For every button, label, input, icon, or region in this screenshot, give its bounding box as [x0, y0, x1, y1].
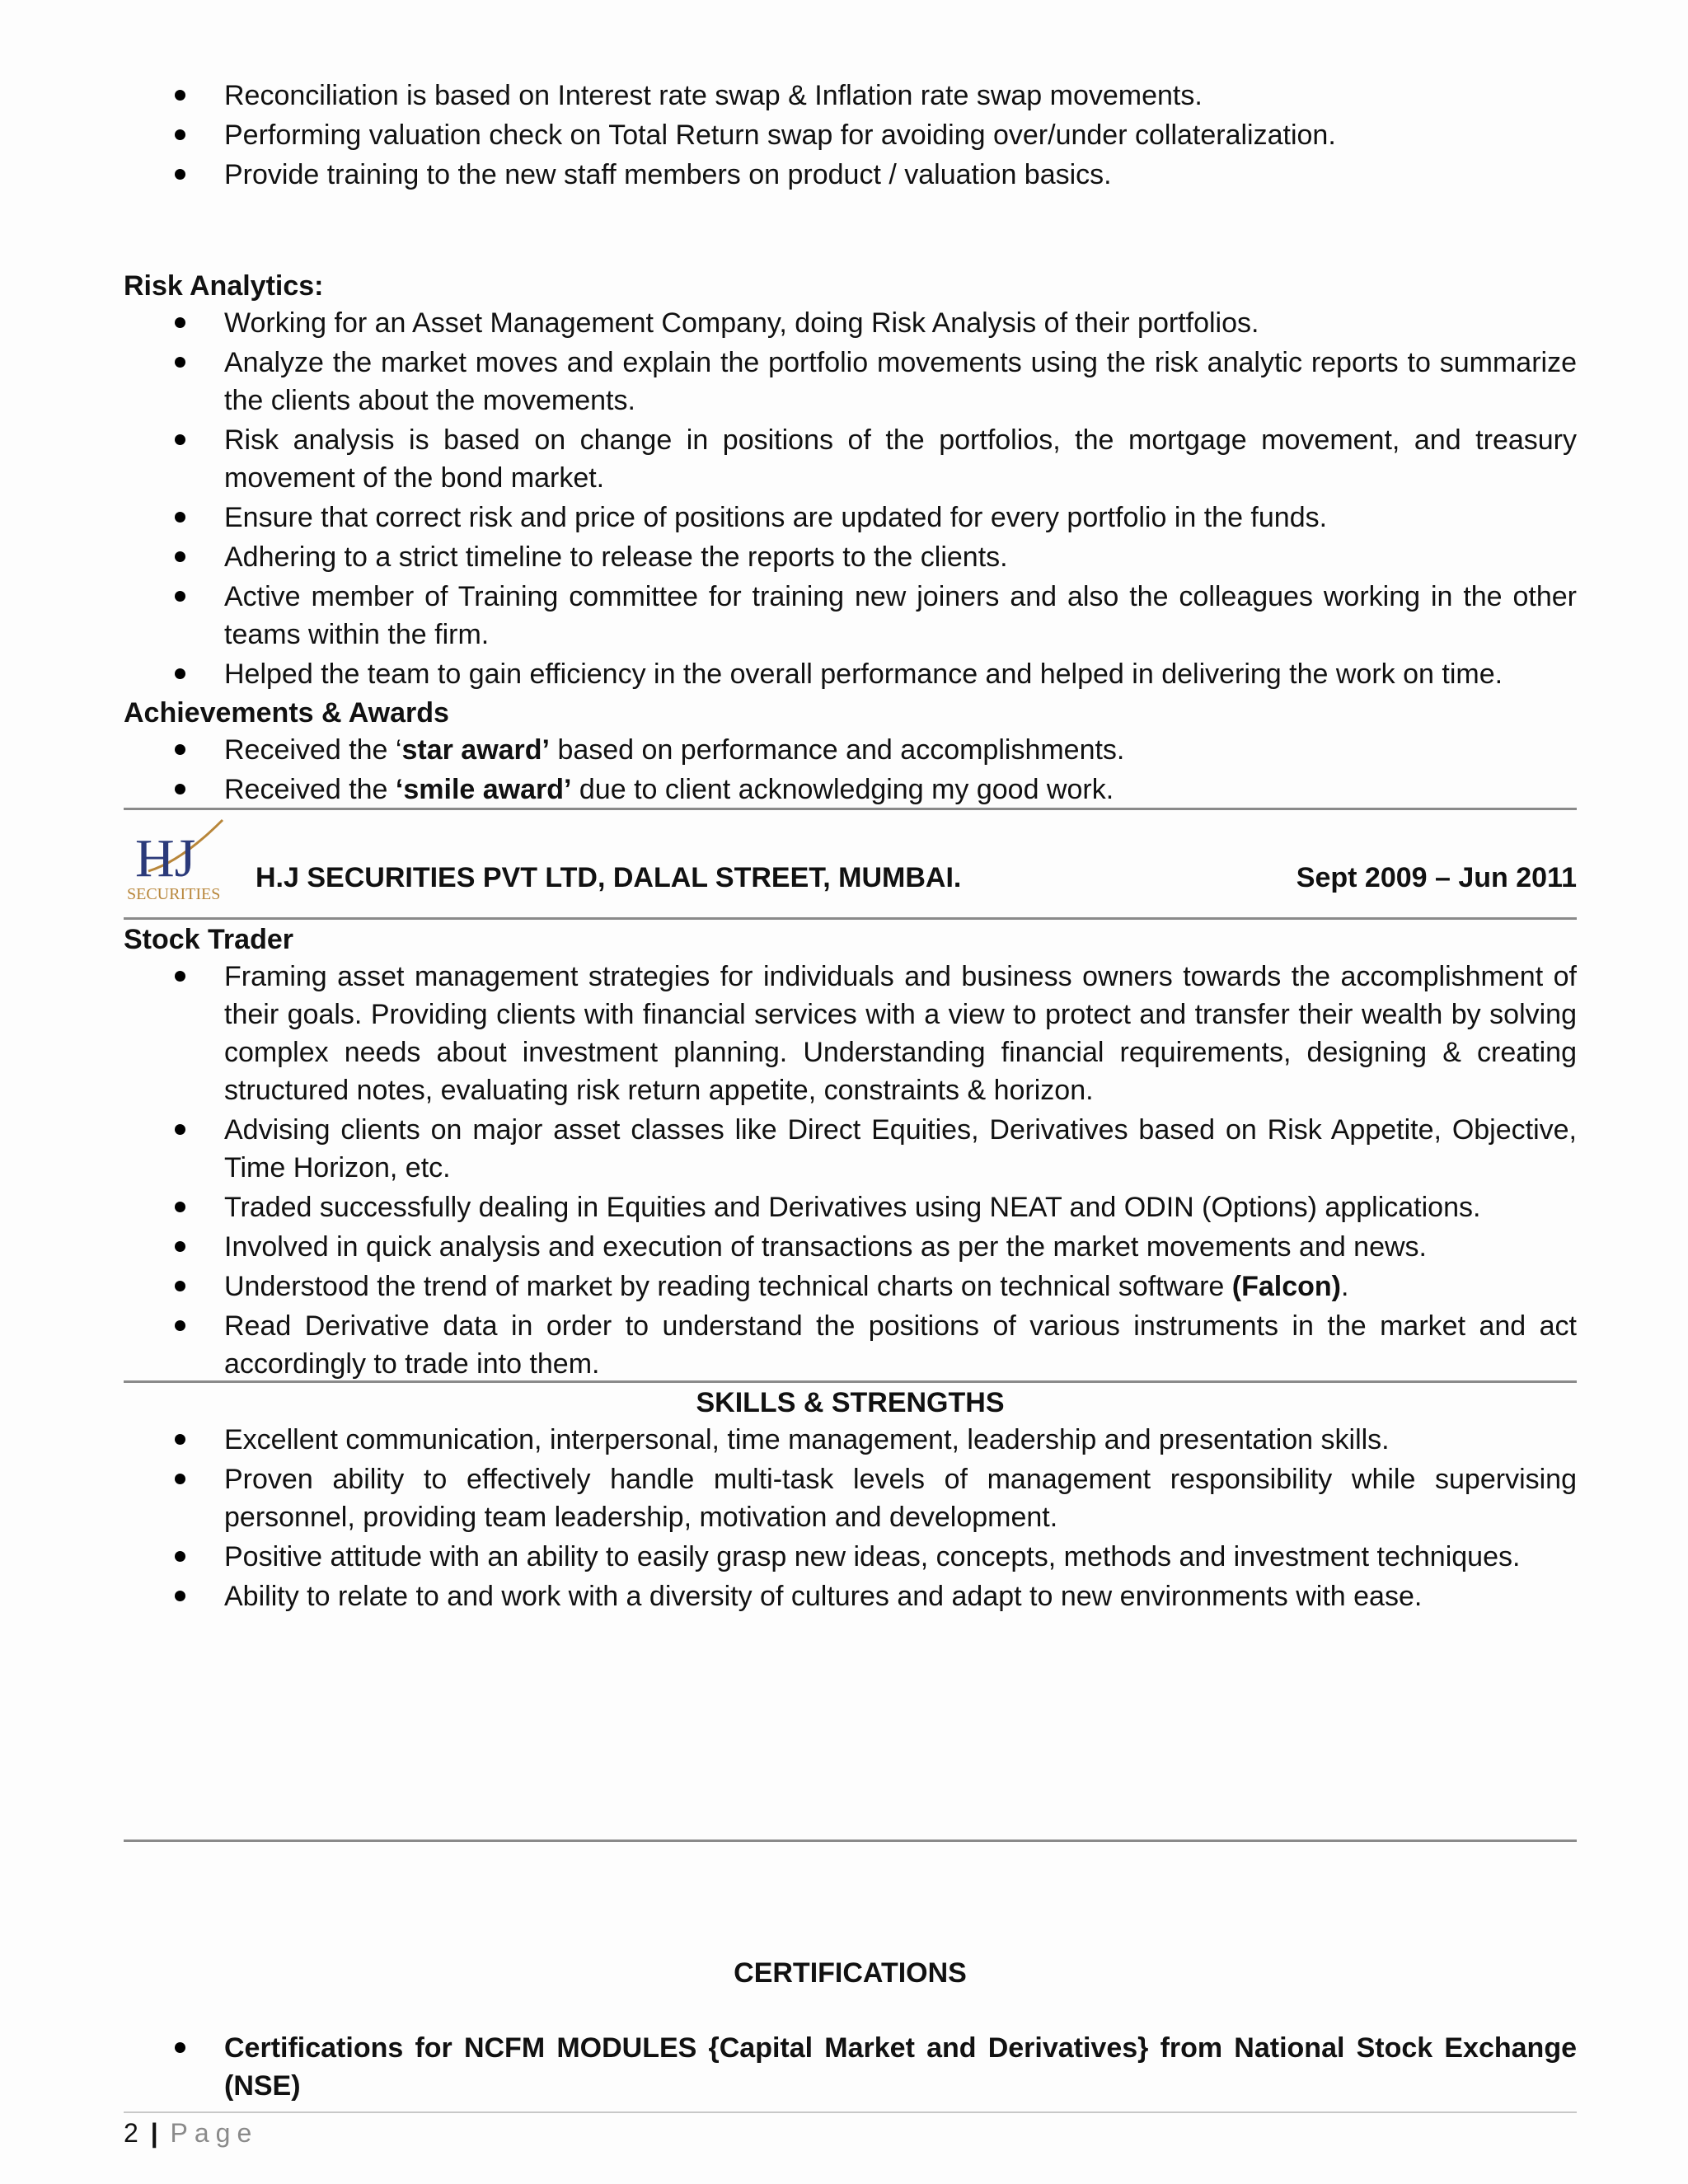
award-name: ‘smile award’: [395, 774, 572, 805]
skills-section: [124, 1385, 1577, 1617]
list-item: Analyze the market moves and explain the portfolio movements using the risk analytic reports to summarize the clients about the movements.: [124, 344, 1577, 419]
bullet-text: .: [1341, 1271, 1349, 1302]
award-text: Received the ‘: [224, 734, 402, 766]
employment-dates: Sept 2009 – Jun 2011: [1296, 862, 1577, 893]
section-heading-achievements: Achievements & Awards: [124, 697, 449, 729]
bullet-text: Understood the trend of market by reading technical charts on technical software: [224, 1271, 1232, 1302]
list-item: Traded successfully dealing in Equities and Derivatives using NEAT and ODIN (Options) applications.: [124, 1188, 1577, 1226]
list-item: Positive attitude with an ability to easily grasp new ideas, concepts, methods and investment techniques.: [124, 1538, 1577, 1576]
list-item: Proven ability to effectively handle multi-task levels of management responsibility while supervising personnel, providing team leadership, motivation and development.: [124, 1460, 1577, 1536]
award-text: based on performance and accomplishments.: [550, 734, 1125, 766]
job-title: Stock Trader: [124, 924, 293, 955]
section-heading-risk-analytics: Risk Analytics:: [124, 270, 324, 302]
certifications-bullet-list: [124, 2029, 1577, 2105]
award-text: Received the: [224, 774, 396, 805]
hj-securities-logo: [124, 812, 247, 902]
list-item: Provide training to the new staff members on product / valuation basics.: [124, 156, 1577, 194]
list-item: Helped the team to gain efficiency in the overall performance and helped in delivering the work on time.: [124, 655, 1577, 693]
section-divider: [124, 1380, 1577, 1383]
svg-text:SECURITIES: SECURITIES: [127, 885, 221, 902]
certifications-list-wrapper: [124, 2029, 1577, 2107]
list-item: Framing asset management strategies for individuals and business owners towards the accomplishment of their goals. Providing clients with financial services with a view to protect and transfer their wealth by solving complex needs about investment planning. Understanding financial requirements, designing & creating structured notes, evaluating risk return appetite, constraints & horizon.: [124, 958, 1577, 1109]
footer-separator: |: [150, 2118, 158, 2148]
list-item: Active member of Training committee for training new joiners and also the colleagues working in the other teams within the firm.: [124, 578, 1577, 654]
stock-trader-section: [124, 921, 1577, 1385]
risk-analytics-section: [124, 268, 1577, 810]
list-item: Excellent communication, interpersonal, time management, leadership and presentation skills.: [124, 1421, 1577, 1459]
list-item: Adhering to a strict timeline to release the reports to the clients.: [124, 538, 1577, 576]
list-item: Performing valuation check on Total Return swap for avoiding over/under collateralization.: [124, 116, 1577, 154]
list-item: Ability to relate to and work with a diversity of cultures and adapt to new environments with ease.: [124, 1577, 1577, 1615]
list-item: Read Derivative data in order to understand the positions of various instruments in the market and act accordingly to trade into them.: [124, 1307, 1577, 1383]
page-footer: [124, 2116, 258, 2149]
list-item: Working for an Asset Management Company, doing Risk Analysis of their portfolios.: [124, 304, 1577, 342]
achievements-bullet-list: [124, 731, 1577, 808]
list-item: Ensure that correct risk and price of positions are updated for every portfolio in the funds.: [124, 499, 1577, 537]
section-heading-skills: SKILLS & STRENGTHS: [696, 1387, 1005, 1418]
award-text: due to client acknowledging my good work.: [571, 774, 1114, 805]
list-item: Risk analysis is based on change in positions of the portfolios, the mortgage movement, and treasury movement of the bond market.: [124, 421, 1577, 497]
software-name: (Falcon): [1231, 1271, 1341, 1302]
certifications-section: [124, 1955, 1577, 1991]
skills-bullet-list: [124, 1421, 1577, 1615]
intro-section: [124, 77, 1577, 195]
list-item: [124, 1268, 1577, 1305]
list-item: [124, 771, 1577, 808]
company-name: H.J SECURITIES PVT LTD, DALAL STREET, MUMBAI.: [256, 862, 962, 893]
award-name: star award’: [401, 734, 550, 766]
risk-analytics-bullet-list: [124, 304, 1577, 693]
list-item: Involved in quick analysis and execution of transactions as per the market movements and news.: [124, 1228, 1577, 1266]
stock-trader-bullet-list: [124, 958, 1577, 1383]
section-divider: [124, 808, 1577, 810]
list-item: Certifications for NCFM MODULES {Capital Market and Derivatives} from National Stock Exchange (NSE): [124, 2029, 1577, 2105]
intro-bullet-list: [124, 77, 1577, 194]
list-item: [124, 731, 1577, 769]
list-item: Reconciliation is based on Interest rate swap & Inflation rate swap movements.: [124, 77, 1577, 115]
page-number: 2: [124, 2118, 138, 2148]
section-divider: [124, 1840, 1577, 1842]
company-header: [124, 812, 1577, 902]
page-label: Page: [170, 2118, 259, 2148]
list-item: Advising clients on major asset classes like Direct Equities, Derivatives based on Risk Appetite, Objective, Time Horizon, etc.: [124, 1111, 1577, 1187]
section-divider: [124, 917, 1577, 920]
svg-text:HJ: HJ: [135, 828, 196, 888]
section-heading-certifications: CERTIFICATIONS: [734, 1957, 967, 1989]
footer-divider: [124, 2111, 1577, 2113]
